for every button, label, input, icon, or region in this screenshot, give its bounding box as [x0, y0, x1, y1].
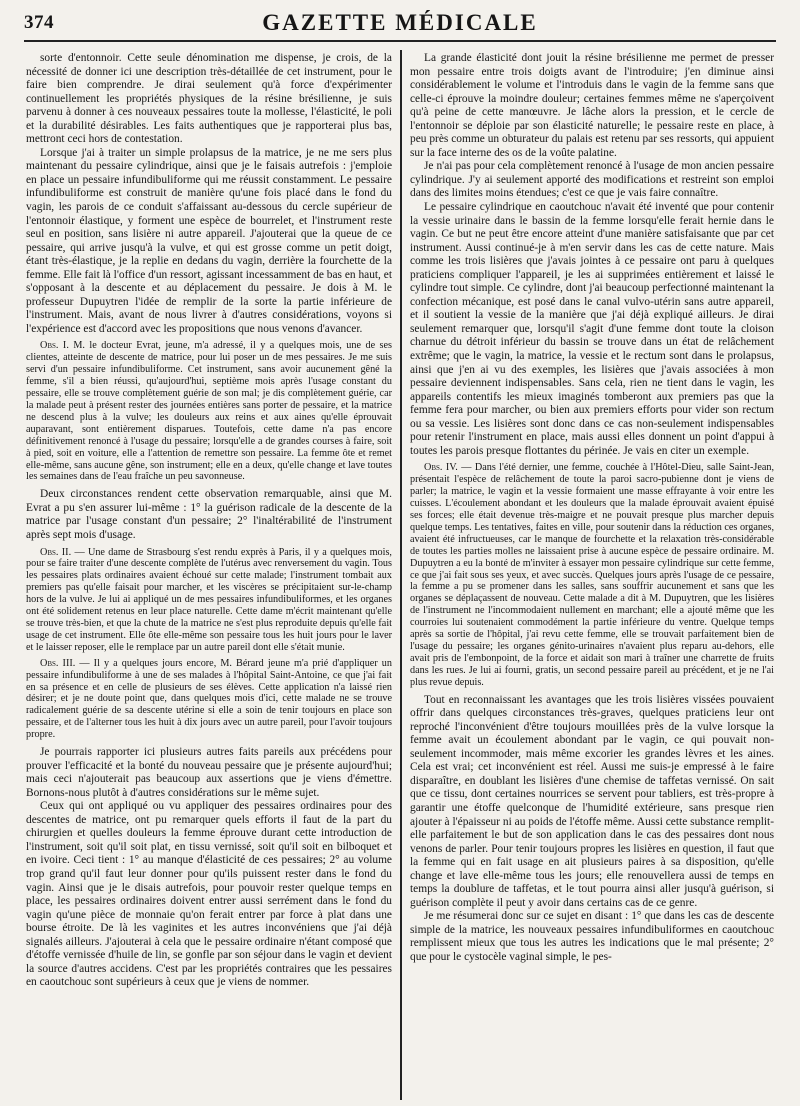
- paragraph: La grande élasticité dont jouit la résine brésilienne me permet de presser mon pessaire entre trois doigts avant de l'introduire; j'en diminue ainsi considérablement le volume et l'introduis dans le vagin de la femme sans que celle-ci éprouve la moindre douleur; certaines femmes même ne s'aperçoivent qu'à peine de cette manœuvre. Je lâche alors la pression, et le cercle de l'entonnoir se déploie par son élasticité naturelle; le pessaire reste en place, à peu près comme un obturateur du palais est retenu par ses ressorts, qui appuient sur la face interne des os de la voûte palatine.: [410, 52, 774, 159]
- paragraph: Je me résumerai donc sur ce sujet en disant : 1° que dans les cas de descente simple de la matrice, les nouveaux pessaires infundibuliformes en caoutchouc remplissent mieux que tous les autres les indications que le mal présente; 2° que pour le cystocèle vaginal simple, le pes-: [410, 910, 774, 964]
- paragraph: Tout en reconnaissant les avantages que les trois lisières vissées pouvaient offrir dans quelques circonstances très-graves, quelques praticiens leur ont reproché l'inconvénient d'être toujours mouillées près de la vulve lorsque la femme avait un écoulement abondant par le vagin, ce qui pouvait non-seulement incommoder, mais même excorier les grandes lèvres et les aines. Cela est vrai; cet inconvénient est réel. Aussi me suis-je empressé à le faire disparaître, en doublant les lisières d'une chemise de taffetas vernissé. On sait que ce tissu, dont certaines nourrices se servent pour tabliers, est très-propre à garantir une étoffe quelconque de l'humidité extérieure, sans presque rien ajouter à l'épaisseur ni au poids de l'étoffe même. Aussi cette substance remplit-elle parfaitement le but de son application dans le cas des pessaires dont nous venons de parler. Pour tenir toujours propres les lisières en question, il faut que la femme qui en fait usage en ait plusieurs paires à sa disposition, qu'elle change et lave elle-même tous les jours; elle renouvellera aussi de temps en temps la doublure de taffetas, et le tout pourra ainsi aller jusqu'à guérison, si guérison complète il peut y avoir dans certains cas de ce genre.: [410, 693, 774, 909]
- observation-paragraph: Obs. I. M. le docteur Evrat, jeune, m'a adressé, il y a quelques mois, une de ses clientes, atteinte de descente de matrice, pour lui poser un de mes pessaires. Je me suis servi d'un pessaire infundibuliforme. Cet instrument, sans avoir aucunement gêné la femme, s'il a bien réussi, qu'aujourd'hui, septième mois après l'usage constant du pessaire, elle se trouve complètement guérie de son mal; je dis complètement guérie, car la malade peut à présent rester des journées entières sans porter de pessaire, et la matrice ne descend plus à la vulve; les douleurs aux reins et aux aines qu'elle éprouvait auparavant, sont entièrement disparues. Toutefois, cette dame n'a pas encore définitivement renoncé à l'usage du pessaire; lorsqu'elle a de grandes courses à faire, soit à pied, soit en voiture, elle a l'attention de remettre son pessaire. La femme ôte et remet elle-même, sans aucune gêne, son instrument; elle en a deux, qu'elle change et lave toutes les semaines dans de l'eau fraîche un peu savonneuse.: [26, 340, 392, 483]
- header-rule: [24, 40, 776, 42]
- paragraph: Deux circonstances rendent cette observation remarquable, ainsi que M. Evrat a pu s'en assurer lui-même : 1° la guérison radicale de la descente de la matrice par l'usage constant d'un pessaire; 2° l'inaltérabilité de l'instrument après sept mois d'usage.: [26, 488, 392, 541]
- observation-label: Obs. I.: [40, 340, 69, 352]
- page-header: [24, 8, 776, 44]
- page-number: 374: [24, 12, 54, 33]
- observation-label: Obs. III.: [40, 657, 76, 669]
- observation-paragraph: Obs. III. — Il y a quelques jours encore, M. Bérard jeune m'a prié d'appliquer un pessaire infundibuliforme à une de ses malades à l'hôpital Saint-Antoine, ce que j'ai fait en sa présence et en celle de plusieurs de ses élèves. Cette application n'a laissé rien désirer; et je ne doute point que, dans quelques mois d'ici, cette malade ne se trouve radicalement guérie de sa descente utérine si elle a soin de tenir toujours en place son pessaire, et de l'alterner tous les huit à dix jours avec un autre pareil, pour l'avoir toujours propre.: [26, 657, 392, 741]
- paragraph: Je pourrais rapporter ici plusieurs autres faits pareils aux précédens pour prouver l'efficacité et la bonté du nouveau pessaire que je présente aujourd'hui; mais ceci n'ajouterait pas beaucoup aux assertions que je viens d'émettre. Bornons-nous plutôt à d'autres considérations sur le même sujet.: [26, 746, 392, 799]
- paragraph: Le pessaire cylindrique en caoutchouc n'avait été inventé que pour contenir la vessie urinaire dans le bassin de la femme lorsqu'elle ferait hernie dans le vagin. Ce but ne peut être encore atteint d'une manière satisfaisante que par cet instrument. Aussi continué-je à m'en servir dans les cas de cette nature. Mais comme les trois lisières que j'avais jointes à ce pessaire ont paru à quelques praticiens compliquer l'appareil, je les ai supprimées entièrement et laissé le cylindre tout simple. Ce cylindre, dont j'ai beaucoup perfectionné maintenant la confection mécanique, est posé dans le canal vulvo-utérin sans autre appareil, et il soutient la vessie de la manière que j'ai déjà expliqué ailleurs. Je dirai seulement remarquer que, lorsqu'il s'agit d'une femme dont toute la cloison charnue du détroit inférieur du bassin se trouve dans un état de relâchement extrême; que le vagin, la matrice, la vessie et le rectum sont dans le prolapsus, ainsi que j'en ai vu des exemples, les lisières que j'avais associées à mon pessaire deviennent indispensables. Sans cela, rien ne tient dans le vagin, les appareils contentifs les mieux imaginés tomberont aux premiers pas que la femme fera pour marcher, ou bien aux premiers efforts pour vider son rectum ou sa vessie. Les lisières sont donc dans ce cas non-seulement indispensables pour retenir l'instrument en place, mais aussi elles donnent un point d'appui à toutes les parois presque flottantes du périnée. Je vais en citer un exemple.: [410, 201, 774, 457]
- left-column: [26, 52, 392, 1098]
- observation-label: Obs. II.: [40, 546, 72, 558]
- journal-title: GAZETTE MÉDICALE: [262, 10, 538, 35]
- right-column: [410, 52, 774, 1098]
- observation-label: Obs. IV.: [424, 462, 458, 474]
- column-rule: [400, 50, 402, 1100]
- observation-paragraph: Obs. IV. — Dans l'été dernier, une femme, couchée à l'Hôtel-Dieu, salle Saint-Jean, présentait l'espèce de relâchement de toute la paroi sacro-pubienne dont je viens de parler; la matrice, le vagin et la vessie formaient une masse effrayante à voir entre les cuisses. L'écoulement abondant et les douleurs que la malade éprouvait avaient épuisé ses forces; elle était devenue très-maigre et ne pouvait presque plus marcher depuis quelque temps. Les tentatives, faites en ville, pour soutenir dans la réduction ces organes, avaient été infructueuses, car le manque de fourchette et la relaxation très-considérable de toutes les parties molles ne laissaient prise à aucune espèce de pessaire ordinaire. M. Dupuytren a eu la bonté de m'inviter à essayer mon pessaire cylindrique sur cette femme, ce que j'ai fait sous ses yeux, et avec succès. Quelques jours après l'usage de ce pessaire, la femme a pu se promener dans les salles, sans souffrir aucunement et sans que les organes se déplaçassent de nouveau. Cette malade a dit à M. Dupuytren, que les lisières de l'instrument ne l'incommodaient nullement en marchant; elle a ajouté même que les courroies lui soutenaient commodément la partie inférieure du ventre. Quelque temps après sa sortie de l'hôpital, j'ai revu cette femme, elle se trouvait parfaitement bien de l'usage du pessaire; les organes génito-urinaires n'avaient plus reparu au-dehors, elle avait pris de l'embonpoint, de la force et aidait son mari à traîner une charrette de fruits dans les rues. Je lui ai fourni, gratis, un second pessaire pareil au précédent, et je ne l'ai plus revue depuis.: [410, 462, 774, 688]
- paragraph: Je n'ai pas pour cela complètement renoncé à l'usage de mon ancien pessaire cylindrique. J'y ai seulement apporté des modifications et restreint son emploi dans des limites moins étendues; c'est ce que je vais faire connaître.: [410, 160, 774, 200]
- paragraph: Lorsque j'ai à traiter un simple prolapsus de la matrice, je ne me sers plus maintenant du pessaire cylindrique, ainsi que je le faisais autrefois : j'emploie en place un pessaire infundibuliforme qui me réussit constamment. Le pessaire infundibuliforme est construit de manière qu'une fois placé dans le fond du vagin, les parois de ce conduit s'affaissant au-dessous du cercle supérieur de l'entonnoir élastique, y forment une espèce de bourrelet, et l'instrument reste seul en position, sans lisière ni autre appareil. J'ajouterai que la queue de ce pessaire, qui arrive jusqu'à la vulve, et qui est grosse comme un petit doigt, étant très-élastique, je la replie en dedans du vagin, derrière la fourchette de la femme. Elle fait là l'office d'un ressort, agissant incessamment de bas en haut, et s'opposant à la descente et au déplacement du pessaire. Je dois à M. le professeur Dupuytren l'idée de remplir de la sorte la partie inférieure de l'instrument. Mais, avant de nous livrer à d'autres considérations, voyons si l'expérience est d'accord avec les propositions que nous venons d'avancer.: [26, 146, 392, 335]
- paragraph: sorte d'entonnoir. Cette seule dénomination me dispense, je crois, de la nécessité de donner ici une description très-détaillée de cet instrument, pour le faire bien comprendre. Je dirai seulement qu'à force d'expérimenter continuellement les propriétés physiques de la résine brésilienne, je suis parvenu à donner à ces nouveaux pessaires toute la mollesse, l'élasticité, le poli et la durabilité désirables. Les faits authentiques que je rapporterai plus bas, mettront ceci hors de contestation.: [26, 52, 392, 146]
- paragraph: Ceux qui ont appliqué ou vu appliquer des pessaires ordinaires pour des descentes de matrice, ont pu remarquer quels efforts il faut de la part du chirurgien et quelles douleurs la femme éprouve durant cette introduction de l'instrument, soit qu'il soit plat, en tissu vernissé, soit qu'il soit en bilboquet et en ivoire. Ceci tient : 1° au manque d'élasticité de ces pessaires; 2° au volume trop grand qu'il faut leur donner pour qu'ils puissent rester dans le fond du vagin. Ainsi que je le disais autrefois, pour pouvoir rester quelque temps en place, les pessaires ordinaires doivent entrer aussi serrément dans le fond du vagin qu'une pièce de monnaie qu'on ferait entrer par force à plat dans une bourse étroite. De là les vaginites et les autres inconvéniens que j'ai déjà signalés ailleurs. J'ajouterai à cela que le pessaire ordinaire n'étant composé que d'étoffe vernissée d'huile de lin, se gonfle par son séjour dans le vagin et devient la source d'autres accidens. C'est par les propriétés contraires que les pessaires en caoutchouc sont supérieurs à ceux que je viens de nommer.: [26, 800, 392, 989]
- observation-paragraph: Obs. II. — Une dame de Strasbourg s'est rendu exprès à Paris, il y a quelques mois, pour se faire traiter d'une descente complète de l'utérus avec renversement du vagin. Tous les pessaires plats ordinaires avaient échoué sur cette malade; l'instrument tombait aux premiers pas qu'elle faisait pour marcher, et les viscères se précipitaient sur-le-champ hors de la vulve. Je lui ai appliqué un de mes pessaires infundibuliformes, et les organes ont été solidement retenus en leur place naturelle. Cette dame m'écrit maintenant qu'elle se trouve très-bien, et que la chute de la matrice ne s'est plus reproduite depuis qu'elle fait usage de cet instrument. Elle ôte elle-même son pessaire tous les huit jours pour le laver et le laisser reposer, elle le remplace par un autre pareil dont elle s'était munie.: [26, 546, 392, 653]
